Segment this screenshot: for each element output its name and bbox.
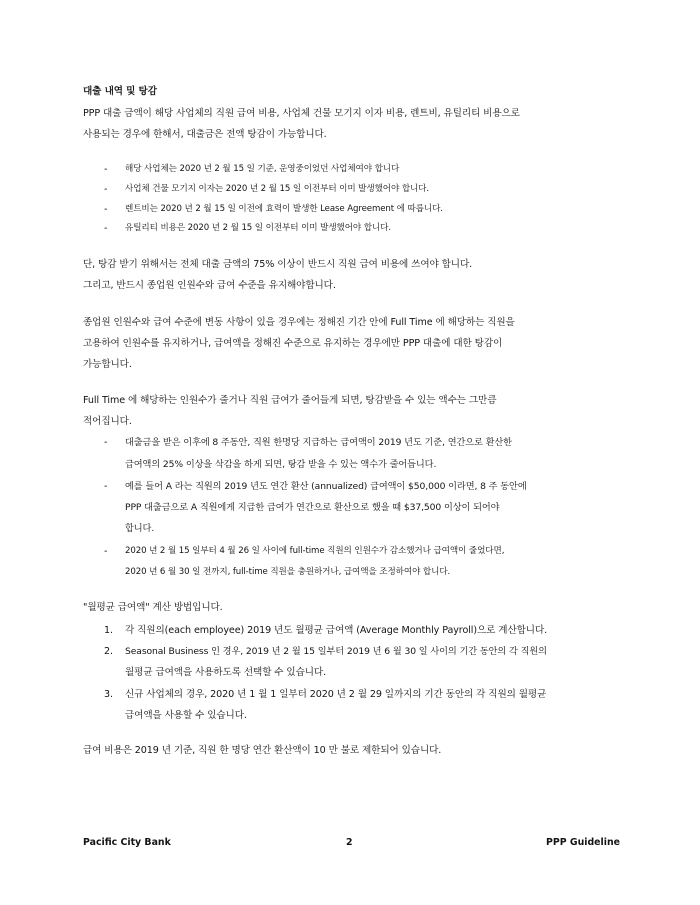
- rule75-line-1: 단, 탕감 받기 위해서는 전체 대출 금액의 75% 이상이 반드시 직원 급여 비용에 쓰여야 합니다.: [83, 259, 473, 270]
- reduction-line: 대출금을 받은 이후에 8 주동안, 직원 한명당 지급하는 급여액이 2019 년도 기준, 연간으로 환산한: [125, 437, 512, 448]
- intro-line-2: 사용되는 경우에 한해서, 대출금은 전액 탕감이 가능합니다.: [83, 129, 327, 140]
- fulltime-line-2: 적어집니다.: [83, 416, 132, 427]
- condition-marker: -: [104, 184, 108, 195]
- condition-item: 렌트비는 2020 년 2 월 15 일 이전에 효력이 발생한 Lease Agreement 에 따릅니다.: [125, 204, 443, 214]
- condition-item: 사업체 건물 모기지 이자는 2020 년 2 월 15 일 이전부터 이미 발생했어야 합니다.: [125, 184, 430, 194]
- reduction-line: 급여액의 25% 이상을 삭감을 하게 되면, 탕감 받을 수 있는 액수가 줄어듭니다.: [125, 459, 437, 470]
- footer-bank-name: Pacific City Bank: [83, 837, 171, 848]
- condition-marker: -: [104, 204, 108, 215]
- step-number: 2.: [104, 646, 113, 657]
- reduction-line: 합니다.: [125, 523, 155, 534]
- monthly-intro: "월평균 급여액" 계산 방법입니다.: [83, 602, 223, 613]
- fulltime-line-1: Full Time 에 해당하는 인원수가 줄거나 직원 급여가 줄어들게 되면, 탕감받을 수 있는 액수는 그만큼: [83, 395, 497, 406]
- headcount-line-1: 종업원 인원수와 급여 수준에 변동 사항이 있을 경우에는 정해진 기간 안에 Full Time 에 해당하는 직원을: [83, 317, 515, 328]
- reduction-line: 2020 년 6 월 30 일 전까지, full-time 직원을 충원하거나, 급여액을 조정하여야 합니다.: [125, 567, 451, 577]
- step-number: 3.: [104, 689, 113, 700]
- step-line: 급여액을 사용할 수 있습니다.: [125, 710, 247, 721]
- step-line: 신규 사업체의 경우, 2020 년 1 월 1 일부터 2020 년 2 월 29 일까지의 기간 동안의 각 직원의 월평균: [125, 689, 547, 700]
- step-number: 1.: [104, 625, 113, 636]
- reduction-marker: -: [104, 437, 108, 448]
- condition-marker: -: [104, 223, 108, 234]
- reduction-marker: -: [104, 546, 108, 557]
- reduction-line: 2020 년 2 월 15 일부터 4 월 26 일 사이에 full-time 직원의 인원수가 감소했거나 급여액이 줄었다면,: [125, 546, 505, 556]
- reduction-line: PPP 대출금으로 A 직원에게 지급한 급여가 연간으로 환산으로 했을 때 $37,500 이상이 되어야: [125, 502, 500, 513]
- condition-item: 유틸리티 비용은 2020 년 2 월 15 일 이전부터 이미 발생했어야 합니다.: [125, 223, 391, 233]
- reduction-line: 예를 들어 A 라는 직원의 2019 년도 연간 환산 (annualized) 급여액이 $50,000 이라면, 8 주 동안에: [125, 481, 527, 492]
- intro-line-1: PPP 대출 금액이 해당 사업체의 직원 급여 비용, 사업체 건물 모기지 이자 비용, 렌트비, 유틸리티 비용으로: [83, 108, 520, 119]
- condition-item: 해당 사업체는 2020 년 2 월 15 일 기준, 운영중이었던 사업체여야 합니다: [125, 164, 400, 174]
- salary-cap-note: 급여 비용은 2019 년 기준, 직원 한 명당 연간 환산액이 10 만 불로 제한되어 있습니다.: [83, 745, 442, 756]
- reduction-marker: -: [104, 481, 108, 492]
- condition-marker: -: [104, 164, 108, 175]
- step-line: 각 직원의(each employee) 2019 년도 월평균 급여액 (Average Monthly Payroll)으로 계산합니다.: [125, 625, 548, 636]
- footer-page-number: 2: [346, 837, 353, 848]
- headcount-line-2: 고용하여 인원수를 유지하거나, 급여액을 정해진 수준으로 유지하는 경우에만 PPP 대출에 대한 탕감이: [83, 338, 503, 349]
- rule75-line-2: 그리고, 반드시 종업원 인원수와 급여 수준을 유지해야합니다.: [83, 280, 336, 291]
- section-heading: 대출 내역 및 탕감: [83, 86, 157, 97]
- footer-doc-title: PPP Guideline: [546, 837, 620, 848]
- step-line: 월평균 급여액을 사용하도록 선택할 수 있습니다.: [125, 667, 327, 678]
- headcount-line-3: 가능합니다.: [83, 359, 132, 370]
- step-line: Seasonal Business 인 경우, 2019 년 2 월 15 일부터 2019 년 6 월 30 일 사이의 기간 동안의 각 직원의: [125, 646, 547, 657]
